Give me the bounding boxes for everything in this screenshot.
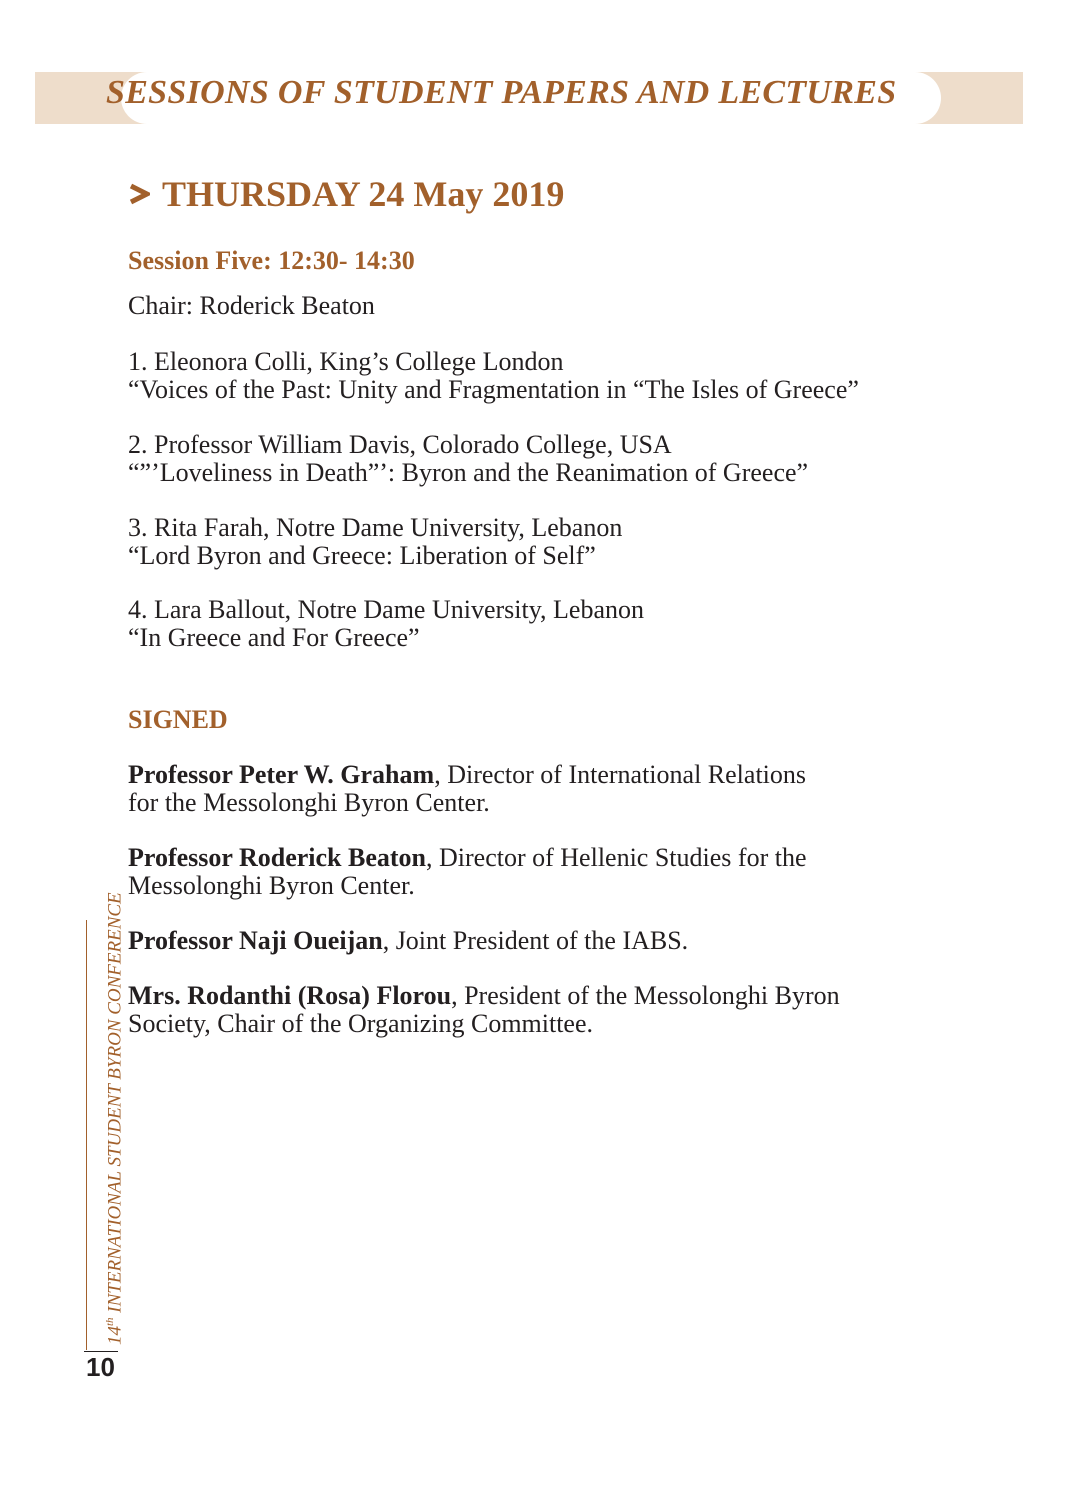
paper-4-presenter: 4. Lara Ballout, Notre Dame University, Lebanon xyxy=(128,595,644,624)
paper-1-title: “Voices of the Past: Unity and Fragmentation in “The Isles of Greece” xyxy=(128,375,859,404)
conference-number: 14 xyxy=(104,1326,126,1345)
signatory-1 xyxy=(128,761,958,817)
signatory-4-name: Mrs. Rodanthi (Rosa) Florou xyxy=(128,981,452,1010)
session-chair: Chair: Roderick Beaton xyxy=(128,291,375,320)
signatory-4-role-cont: Society, Chair of the Organizing Committee. xyxy=(128,1009,594,1038)
signatory-2 xyxy=(128,844,958,900)
signatory-2-role-cont: Messolonghi Byron Center. xyxy=(128,871,415,900)
signatory-2-name: Professor Roderick Beaton xyxy=(128,843,426,872)
page-title: SESSIONS OF STUDENT PAPERS AND LECTURES xyxy=(106,74,897,111)
paper-4-title: “In Greece and For Greece” xyxy=(128,623,420,652)
paper-1-presenter: 1. Eleonora Colli, King’s College London xyxy=(128,347,564,376)
signatory-3-name: Professor Naji Oueijan xyxy=(128,926,383,955)
signatory-2-role: , Director of Hellenic Studies for the xyxy=(426,843,807,872)
sidebar-rule xyxy=(86,920,87,1350)
signed-heading: SIGNED xyxy=(128,705,228,734)
signatory-3 xyxy=(128,927,958,955)
session-title: Session Five: 12:30- 14:30 xyxy=(128,246,415,275)
page-number: 10 xyxy=(86,1352,115,1382)
conference-ordinal: th xyxy=(104,1317,116,1326)
day-heading xyxy=(128,173,564,215)
signatory-1-role: , Director of International Relations xyxy=(434,760,807,789)
signatory-1-name: Professor Peter W. Graham xyxy=(128,760,435,789)
conference-sidebar-label xyxy=(104,892,126,1345)
arrow-right-icon xyxy=(128,181,150,207)
paper-2-presenter: 2. Professor William Davis, Colorado College, USA xyxy=(128,430,672,459)
day-heading-text: THURSDAY 24 May 2019 xyxy=(162,174,565,214)
paper-3-presenter: 3. Rita Farah, Notre Dame University, Lebanon xyxy=(128,513,623,542)
signatory-4-role: , President of the Messolonghi Byron xyxy=(451,981,840,1010)
paper-2-title: “”’Loveliness in Death”’: Byron and the Reanimation of Greece” xyxy=(128,458,809,487)
paper-3-title: “Lord Byron and Greece: Liberation of Self” xyxy=(128,541,596,570)
signatory-1-role-cont: for the Messolonghi Byron Center. xyxy=(128,788,490,817)
signatory-3-role: , Joint President of the IABS. xyxy=(382,926,689,955)
signatory-4 xyxy=(128,982,958,1038)
conference-name: INTERNATIONAL STUDENT BYRON CONFERENCE xyxy=(104,892,126,1318)
